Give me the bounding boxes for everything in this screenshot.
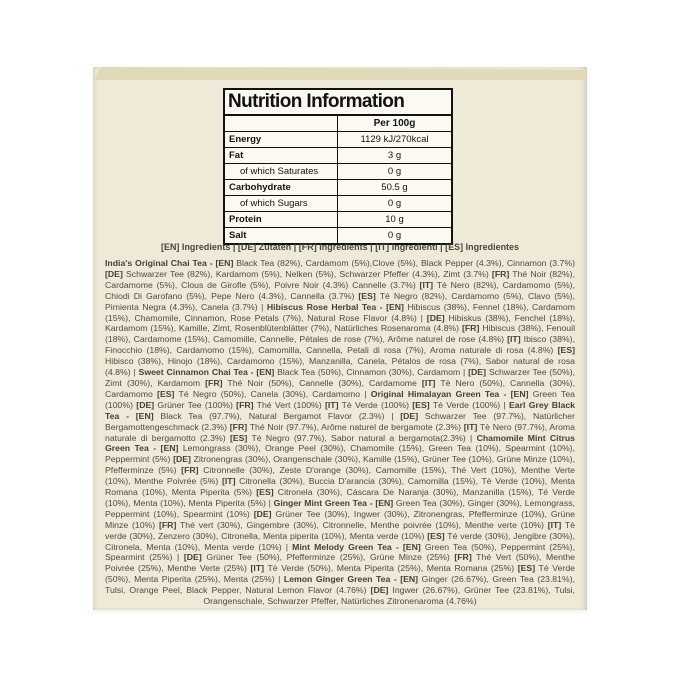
ingredients-paragraph: India's Original Chai Tea - [EN] Black Tea (82%), Cardamom (5%),Clove (5%), Black Pepper (4.3%), Cinnamon (3.7%) [DE] Schwarzer Tee (82%), Kardamom (5%), Nelken (5%), Schwarzer Pfeffer (4.3%), Zimt (3.7%) [FR] Thé Noir (82%), Cardamome (5%), Clous de Girofle (5%), Poivre Noir (4.3%) Cannelle (3.7%) [IT] Tè Nero (82%), Cardamomo (5%), Chiodi Di Garofano (5%), Pepe Nero (4.3%), Cannella (3.7%) [ES] Té Negro (82%), Cardamomo (5%), Clavo (5%), Pimienta Negra (4.3%), Canela (3.7%) | Hibiscus Rose Herbal Tea - [EN] Hibiscus (38%), Fennel (18%), Cardamom (15%), Chamomile, Cinnamon, Rose Petals (7%), Natural Rose Flavor (4.8%) | [DE] Hibiskus (38%), Fenchel (18%), Kardamom (15%), Kamille, Zimt, Rosenblütenblätter (7%), Natürliches Rosenaroma (4.8%) [FR] Hibiscus (38%), Fenouil (18%), Cardamome (15%), Camomille, Cannelle, Pétales de rose (7%), Arôme naturel de rose (4.8%) [IT] Ibisco (38%), Finocchio (18%), Cardamomo (15%), Camomilla, Cannella, Petali di rosa (7%), Aroma naturale di rosa (4.8%) [ES] Hibisco (38%), Hinojo (18%), Cardamomo (15%), Manzanilla, Canela, Pétalos de rosa (7%), Sabor natural de rosa (4.8%) | Sweet Cinnamon Chai Tea - [EN] Black Tea (50%), Cinnamon (30%), Cardamom | [DE] Schwarzer Tee (50%), Zimt (30%), Kardamom [FR] Thé Noir (50%), Cannelle (30%), Cardamome [IT] Tè Nero (50%), Cannella (30%), Cardamomo [ES] Té Negro (50%), Canela (30%), Cardamomo | Original Himalayan Green Tea - [EN] Green Tea (100%) [DE] Grüner Tee (100%) [FR] Thé Vert (100%) [IT] Tè Verde (100%) [ES] Té Verde (100%) | Earl Grey Black Tea - [EN] Black Tea (97.7%), Natural Bergamot Flavor (2.3%) | [DE] Schwarzer Tee (97.7%), Natürlicher Bergamottengeschmack (2.3%) [FR] Thé Noir (97.7%), Arôme naturel de bergamote (2.3%) [IT] Tè Nero (97.7%), Aroma naturale di bergamotto (2.3%) [ES] Té Negro (97.7%), Sabor natural a bergamota(2.3%) | Chamomile Mint Citrus Green Tea - [EN] Lemongrass (30%), Orange Peel (30%), Chamomile (15%), Green Tea (10%), Spearmint (10%), Peppermint (5%) [DE] Zitronengras (30%), Orangenschale (30%), Kamille (15%), Grüner Tee (10%), Grüne Minze (10%), Pfefferminze (5%) [FR] Citronnelle (30%), Zeste D'orange (30%), Camomille (15%), Thé Vert (10%), Menthe Verte (10%), Menthe Poivrée (5%) [IT] Citronella (30%), Buccia D'arancia (30%), Camomilla (15%), Tè Verde (10%), Menta Romana (10%), Menta Piperita (5%) [ES] Citronela (30%), Cáscara De Naranja (30%), Manzanilla (15%), Té Verde (10%), Menta (10%), Menta Piperita (5%) | Ginger Mint Green Tea - [EN] Green Tea (30%), Ginger (30%), Lemongrass, Peppermint (10%), Spearmint (10%) [DE] Grüner Tee (30%), Ingwer (30%), Zitronengras, Pfefferminze (10%), Grüne Minze (10%) [FR] Thé vert (30%), Gingembre (30%), Citronnelle, Menthe poivrée (10%), Menthe verte (10%) [IT] Tè verde (30%), Zenzero (30%), Citronella, Menta piperita (10%), Menta verde (10%) [ES] Té verde (30%), Jengibre (30%), Citronela, Menta (10%), Menta verde (10%) | Mint Melody Green Tea - [EN] Green Tea (50%), Peppermint (25%), Spearmint (25%) | [DE] Grüner Tee (50%), Pfefferminze (25%), Grüne Minze (25%) [FR] Thé Vert (50%), Menthe Poivrée (25%), Menthe Verte (25%) [IT] Tè Verde (50%), Menta Piperita (25%), Menta Romana (25%) [ES] Té Verde (50%), Menta Piperita (25%), Menta (25%) | Lemon Ginger Green Tea - [EN] Ginger (26.67%), Green Tea (23.81%), Tulsi, Orange Peel, Black Pepper, Natural Lemon Flavor (4.76%) [DE] Ingwer (26.67%), Grüner Tee (23.81%), Tulsi, Orangenschale, Schwarzer Pfeffer, Natürliches Zitronenaroma (4.76%): [105, 258, 576, 607]
table-cell-empty: [225, 116, 338, 131]
row-label: Fat: [225, 148, 338, 163]
row-value: 1129 kJ/270kcal: [360, 134, 429, 145]
nutrition-table-title: Nutrition Information: [225, 90, 451, 116]
ingredients-languages-header: [EN] Ingredients | [DE] Zutaten | [FR] Ingrédients | [IT] Ingredienti | [ES] Ingredientes: [160, 242, 520, 252]
table-row-fat: [225, 147, 451, 163]
row-value: 50.5 g: [381, 182, 408, 193]
box-top-edge: [93, 67, 587, 80]
row-label: Energy: [225, 132, 338, 147]
row-value: 10 g: [385, 214, 404, 225]
table-row-energy: [225, 131, 451, 147]
table-row-protein: [225, 211, 451, 227]
row-label: Protein: [225, 212, 338, 227]
row-label: of which Saturates: [225, 164, 338, 179]
row-label: Salt: [225, 228, 338, 243]
tea-box-back-panel: [93, 67, 587, 610]
table-row-carbohydrate: [225, 179, 451, 195]
table-row-saturates: [225, 163, 451, 179]
row-label: Carbohydrate: [225, 180, 338, 195]
row-value: 0 g: [387, 166, 402, 177]
table-row-sugars: [225, 195, 451, 211]
table-row-salt: [225, 227, 451, 243]
row-value: 3 g: [387, 150, 402, 161]
row-label: of which Sugars: [225, 196, 338, 211]
per-100g-header: Per 100g: [373, 118, 416, 129]
row-value: 0 g: [387, 230, 402, 241]
table-row-per-100g: [225, 116, 451, 131]
row-value: 0 g: [387, 198, 402, 209]
nutrition-table: [223, 88, 453, 245]
